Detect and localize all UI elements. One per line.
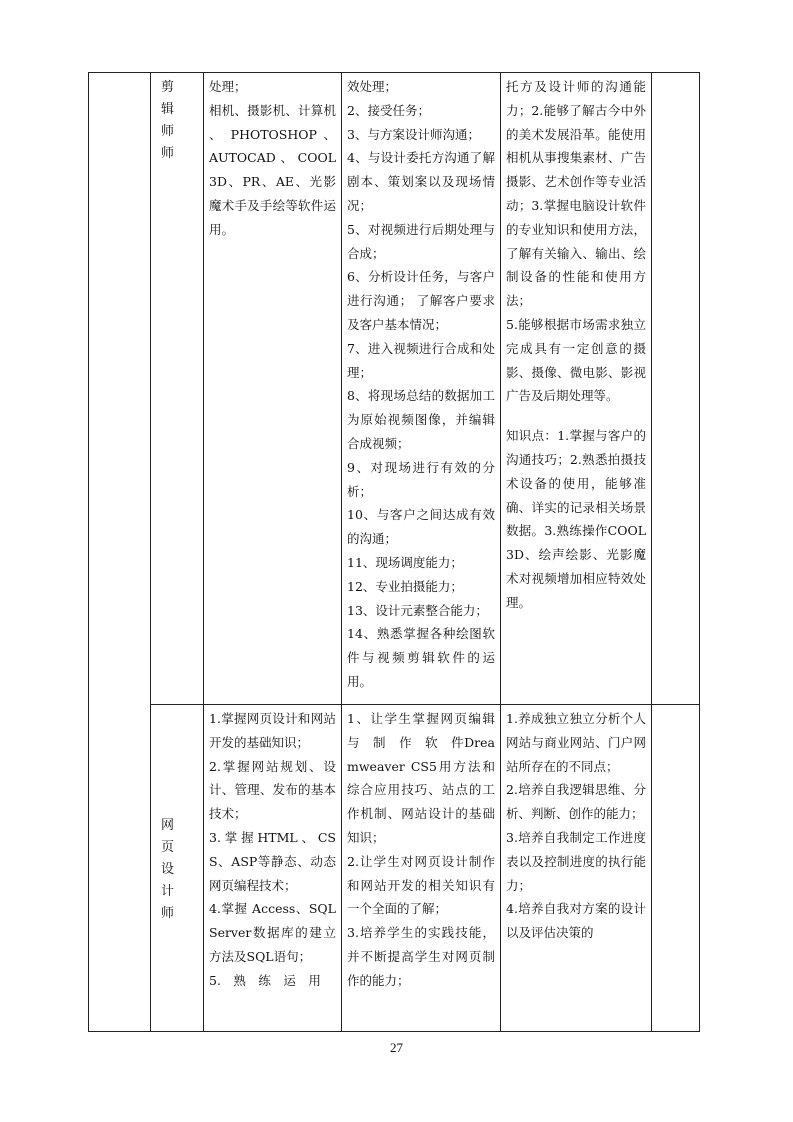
remark-cell <box>652 73 700 705</box>
ability-text: 托方及设计师的沟通能力；2.能够了解古今中外的美术发展沿革。能使用相机从事搜集素材、广告摄影、艺术创作等专业活动；3.掌握电脑设计软件的专业知识和使用方法，了解有关输入、输出、绘制设备的性能和使用方法； 5.能够根据市场需求独立完成具有一定创意的摄影、摄像、微电影、影视广告及后期处理等。 <box>506 79 646 404</box>
page-number: 27 <box>390 1040 403 1055</box>
remark-cell <box>652 705 700 1032</box>
role-name: 剪辑 师师 <box>161 80 185 161</box>
requirements-cell <box>204 705 342 1032</box>
role-name: 网页 设计 师 <box>161 818 185 921</box>
tasks-text: 1、让学生掌握网页编辑 与 制 作 软 件Dreamweaver CS5用方法和综合应用技巧、站点的工作机制、网站设计的基础知识； 2.让学生对网页设计制作和网站开发的相关知识有一个全面的了解； 3.培养学生的实践技能，并不断提高学生对网页制作的能力； <box>347 711 495 988</box>
knowledge-text: 知识点：1.掌握与客户的沟通技巧；2.熟悉拍摄技术设备的使用，能够准确、详实的记录相关场景数据。3.熟练操作COOL 3D、绘声绘影、光影魔术对视频增加相应特效处理。 <box>506 428 650 610</box>
requirements-text: 1.掌握网页设计和网站开发的基础知识； 2.掌握网站规划、设计、管理、发布的基本技术； 3.掌握HTML、CSS、ASP等静态、动态网页编程技术； 4.掌握 Access、SQL Server数据库的建立方法及SQL语句； 5. 熟 练 运 用 <box>209 711 336 988</box>
category-cell <box>89 73 151 1032</box>
tasks-cell <box>342 73 501 705</box>
ability-text: 1.养成独立独立分析个人网站与商业网站、门户网站所存在的不同点； 2.培养自我逻辑思维、分析、判断、创作的能力； 3.培养自我制定工作进度表以及控制进度的执行能力； 4.培养自我对方案的设计以及评估决策的 <box>506 711 646 941</box>
ability-cell <box>501 73 652 705</box>
requirements-cell <box>204 73 342 705</box>
table-row <box>89 705 700 1032</box>
role-cell <box>151 705 204 1032</box>
requirements-text: 处理； 相机、摄影机、计算机 、 PHOTOSHOP 、AUTOCAD、COOL 3D、PR、AE、光影魔术手及手绘等软件运用。 <box>209 79 336 237</box>
table-row <box>89 73 700 705</box>
role-cell <box>151 73 204 705</box>
ability-cell <box>501 705 652 1032</box>
course-table <box>88 72 700 1032</box>
tasks-cell <box>342 705 501 1032</box>
tasks-text: 效处理； 2、接受任务； 3、与方案设计师沟通； 4、与设计委托方沟通了解剧本、策划案以及现场情况； 5、对视频进行后期处理与合成； 6、分析设计任务，与客户进行沟通； 了解客户要求及客户基本情况； 7、进入视频进行合成和处理； 8、将现场总结的数据加工为原始视频图像，并编辑合成视频； 9、对现场进行有效的分析； 10、与客户之间达成有效的沟通； 11、现场调度能力； 12、专业拍摄能力； 13、设计元素整合能力； 14、熟悉掌握各种绘图软件与视频剪辑软件的运用。 <box>347 79 495 689</box>
